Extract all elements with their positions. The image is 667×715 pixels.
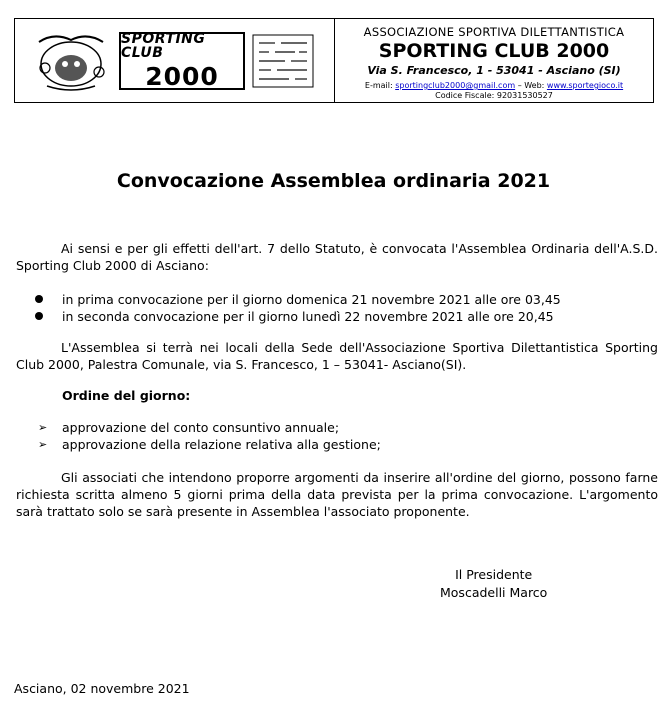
signature-name: Moscadelli Marco bbox=[440, 585, 548, 600]
logo-area bbox=[15, 19, 335, 102]
website-link[interactable]: www.sportegioco.it bbox=[546, 81, 624, 90]
agenda-item bbox=[0, 419, 381, 436]
location-text: L'Assemblea si terrà nei locali della Sede dell'Associazione Sportiva Dilettantistica Sporting Club 2000, Palestra Comunale, via S. Francesco, 1 – 53041- Asciano(SI). bbox=[16, 340, 658, 372]
place-date: Asciano, 02 novembre 2021 bbox=[14, 681, 190, 696]
organization-type: ASSOCIAZIONE SPORTIVA DILETTANTISTICA bbox=[363, 25, 625, 39]
agenda-text: approvazione della relazione relativa alla gestione; bbox=[62, 437, 381, 452]
letterhead bbox=[14, 18, 654, 103]
proposals-text: Gli associati che intendono proporre argomenti da inserire all'ordine del giorno, possono farne richiesta scritta almeno 5 giorni prima della data prevista per la prima convocazione. L'argomento sarà trattato solo se sarà presente in Assemblea l'associato proponente. bbox=[16, 470, 658, 519]
contact-line bbox=[365, 81, 623, 90]
agenda-heading: Ordine del giorno: bbox=[62, 388, 191, 403]
agenda-list bbox=[0, 419, 381, 453]
convocation-item bbox=[0, 308, 561, 325]
intro-text: Ai sensi e per gli effetti dell'art. 7 dello Statuto, è convocata l'Assemblea Ordinaria dell'A.S.D. Sporting Club 2000 di Asciano: bbox=[16, 241, 658, 273]
location-paragraph bbox=[16, 339, 658, 373]
agenda-item bbox=[0, 436, 381, 453]
logo-line-1: SPORTING CLUB bbox=[121, 31, 206, 61]
bullet-dot-icon bbox=[35, 312, 43, 320]
arrow-bullet-icon: ➢ bbox=[38, 438, 48, 451]
bullet-dot-icon bbox=[35, 295, 43, 303]
organization-address: Via S. Francesco, 1 - 53041 - Asciano (SI) bbox=[367, 64, 621, 77]
agenda-text: approvazione del conto consuntivo annuale; bbox=[62, 420, 340, 435]
convocation-item bbox=[0, 291, 561, 308]
convocation-list bbox=[0, 291, 561, 325]
sponsor-stamp-icon bbox=[251, 33, 315, 89]
club-logo-wordmark bbox=[119, 32, 245, 90]
convocation-text: in prima convocazione per il giorno domenica 21 novembre 2021 alle ore 03,45 bbox=[62, 292, 561, 307]
club-mascot-logo-icon bbox=[29, 28, 113, 94]
intro-paragraph bbox=[16, 240, 658, 274]
proposals-paragraph bbox=[16, 469, 658, 520]
convocation-text: in seconda convocazione per il giorno lunedì 22 novembre 2021 alle ore 20,45 bbox=[62, 309, 554, 324]
fiscal-code: Codice Fiscale: 92031530527 bbox=[435, 91, 553, 100]
signature-block bbox=[440, 566, 547, 602]
web-label: – Web: bbox=[517, 81, 545, 90]
signature-role: Il Presidente bbox=[455, 567, 533, 582]
arrow-bullet-icon: ➢ bbox=[38, 421, 48, 434]
logo-line-2: 2000 bbox=[145, 62, 219, 91]
document-title: Convocazione Assemblea ordinaria 2021 bbox=[116, 170, 551, 192]
email-label: E-mail: bbox=[364, 81, 393, 90]
email-link[interactable]: sportingclub2000@gmail.com bbox=[395, 81, 516, 90]
organization-info bbox=[335, 19, 653, 102]
organization-name: SPORTING CLUB 2000 bbox=[378, 40, 610, 62]
